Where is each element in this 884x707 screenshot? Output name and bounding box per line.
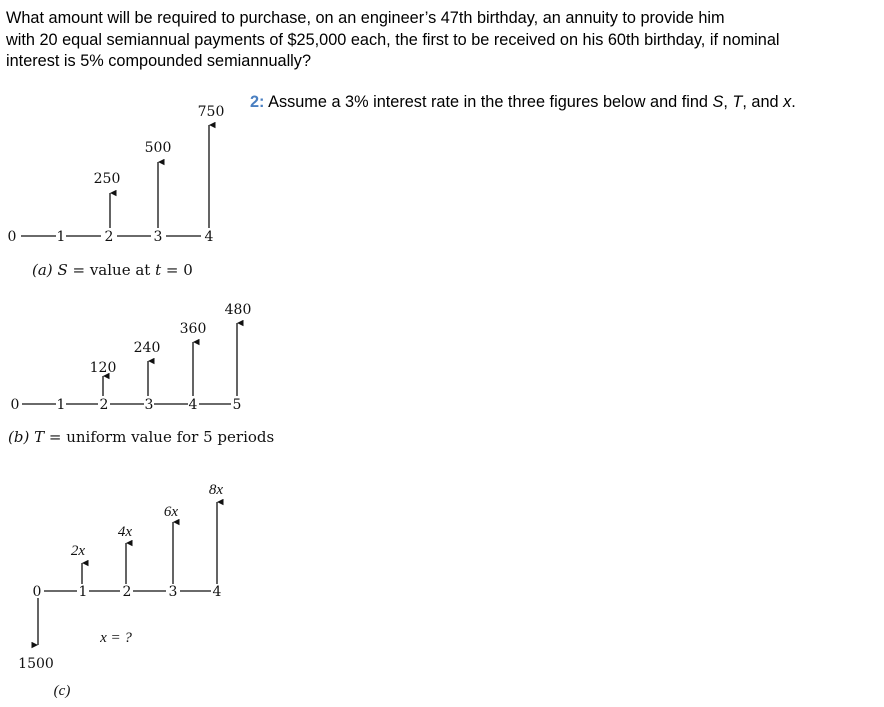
fig-b-tick-3: 3 xyxy=(144,397,154,413)
fig-a-tick-4: 4 xyxy=(204,229,214,245)
fig-b-tick-0: 0 xyxy=(10,397,20,413)
fig-c-tick-0: 0 xyxy=(32,584,42,600)
fig-b-tick-5: 5 xyxy=(232,397,242,413)
fig-a-caption-end: = 0 xyxy=(161,261,193,279)
fig-b-value-240: 240 xyxy=(133,340,161,356)
fig-a-value-500: 500 xyxy=(144,140,172,156)
fig-c-caption: (c) xyxy=(53,683,71,699)
fig-a-caption-label: (a) xyxy=(32,261,53,279)
problem-2-comma-1: , xyxy=(723,93,733,111)
fig-c-outflow-value: 1500 xyxy=(18,656,54,672)
fig-c-tick-1: 1 xyxy=(78,584,88,600)
fig-c-tick-4: 4 xyxy=(212,584,222,600)
problem-2-period: . xyxy=(791,93,796,111)
fig-b-value-360: 360 xyxy=(179,321,207,337)
problem-1-line-2: with 20 equal semiannual payments of $25,000 each, the first to be received on his 60th birthday, if nominal xyxy=(6,30,780,49)
problem-2-number: 2: xyxy=(250,93,265,111)
fig-c-value-2x: 2x xyxy=(70,543,86,559)
figure-c xyxy=(18,482,223,699)
fig-b-tick-1: 1 xyxy=(56,397,66,413)
problem-1-line-3: interest is 5% compounded semiannually? xyxy=(6,52,311,70)
problem-2-comma-and: , and xyxy=(742,93,784,111)
figure-b xyxy=(8,302,274,446)
fig-a-caption-mid: = value at xyxy=(67,261,156,279)
fig-c-tick-2: 2 xyxy=(122,584,132,600)
fig-b-caption-var: T xyxy=(34,428,45,446)
fig-c-unknown-label: x = ? xyxy=(100,630,132,646)
fig-a-tick-2: 2 xyxy=(104,229,114,245)
figure-a xyxy=(8,104,225,279)
fig-b-caption-rest: = uniform value for 5 periods xyxy=(44,428,275,446)
fig-a-tick-0: 0 xyxy=(7,229,17,245)
problem-2-text-before: Assume a 3% interest rate in the three figures below and find xyxy=(264,93,713,111)
fig-b-caption xyxy=(8,428,274,446)
fig-a-caption xyxy=(32,261,193,279)
fig-a-caption-var: S xyxy=(57,261,68,279)
fig-a-tick-3: 3 xyxy=(153,229,163,245)
fig-a-tick-1: 1 xyxy=(56,229,66,245)
fig-a-caption-t: t xyxy=(155,261,162,279)
fig-b-caption-label: (b) xyxy=(8,428,30,446)
fig-b-value-480: 480 xyxy=(224,302,252,318)
fig-b-tick-2: 2 xyxy=(99,397,109,413)
fig-b-value-120: 120 xyxy=(89,360,117,376)
fig-a-value-750: 750 xyxy=(197,104,225,120)
problem-2-var-s: S xyxy=(712,93,724,111)
fig-c-value-6x: 6x xyxy=(163,504,179,520)
fig-c-tick-3: 3 xyxy=(168,584,178,600)
problem-2-var-x: x xyxy=(783,93,792,111)
fig-c-value-4x: 4x xyxy=(117,524,133,540)
fig-a-value-250: 250 xyxy=(93,171,121,187)
fig-c-value-8x: 8x xyxy=(208,482,224,498)
problem-2-var-t: T xyxy=(732,93,743,111)
problem-1-line-1: What amount will be required to purchase, on an engineer’s 47th birthday, an annuity to provide him xyxy=(6,9,725,27)
fig-b-tick-4: 4 xyxy=(188,397,198,413)
